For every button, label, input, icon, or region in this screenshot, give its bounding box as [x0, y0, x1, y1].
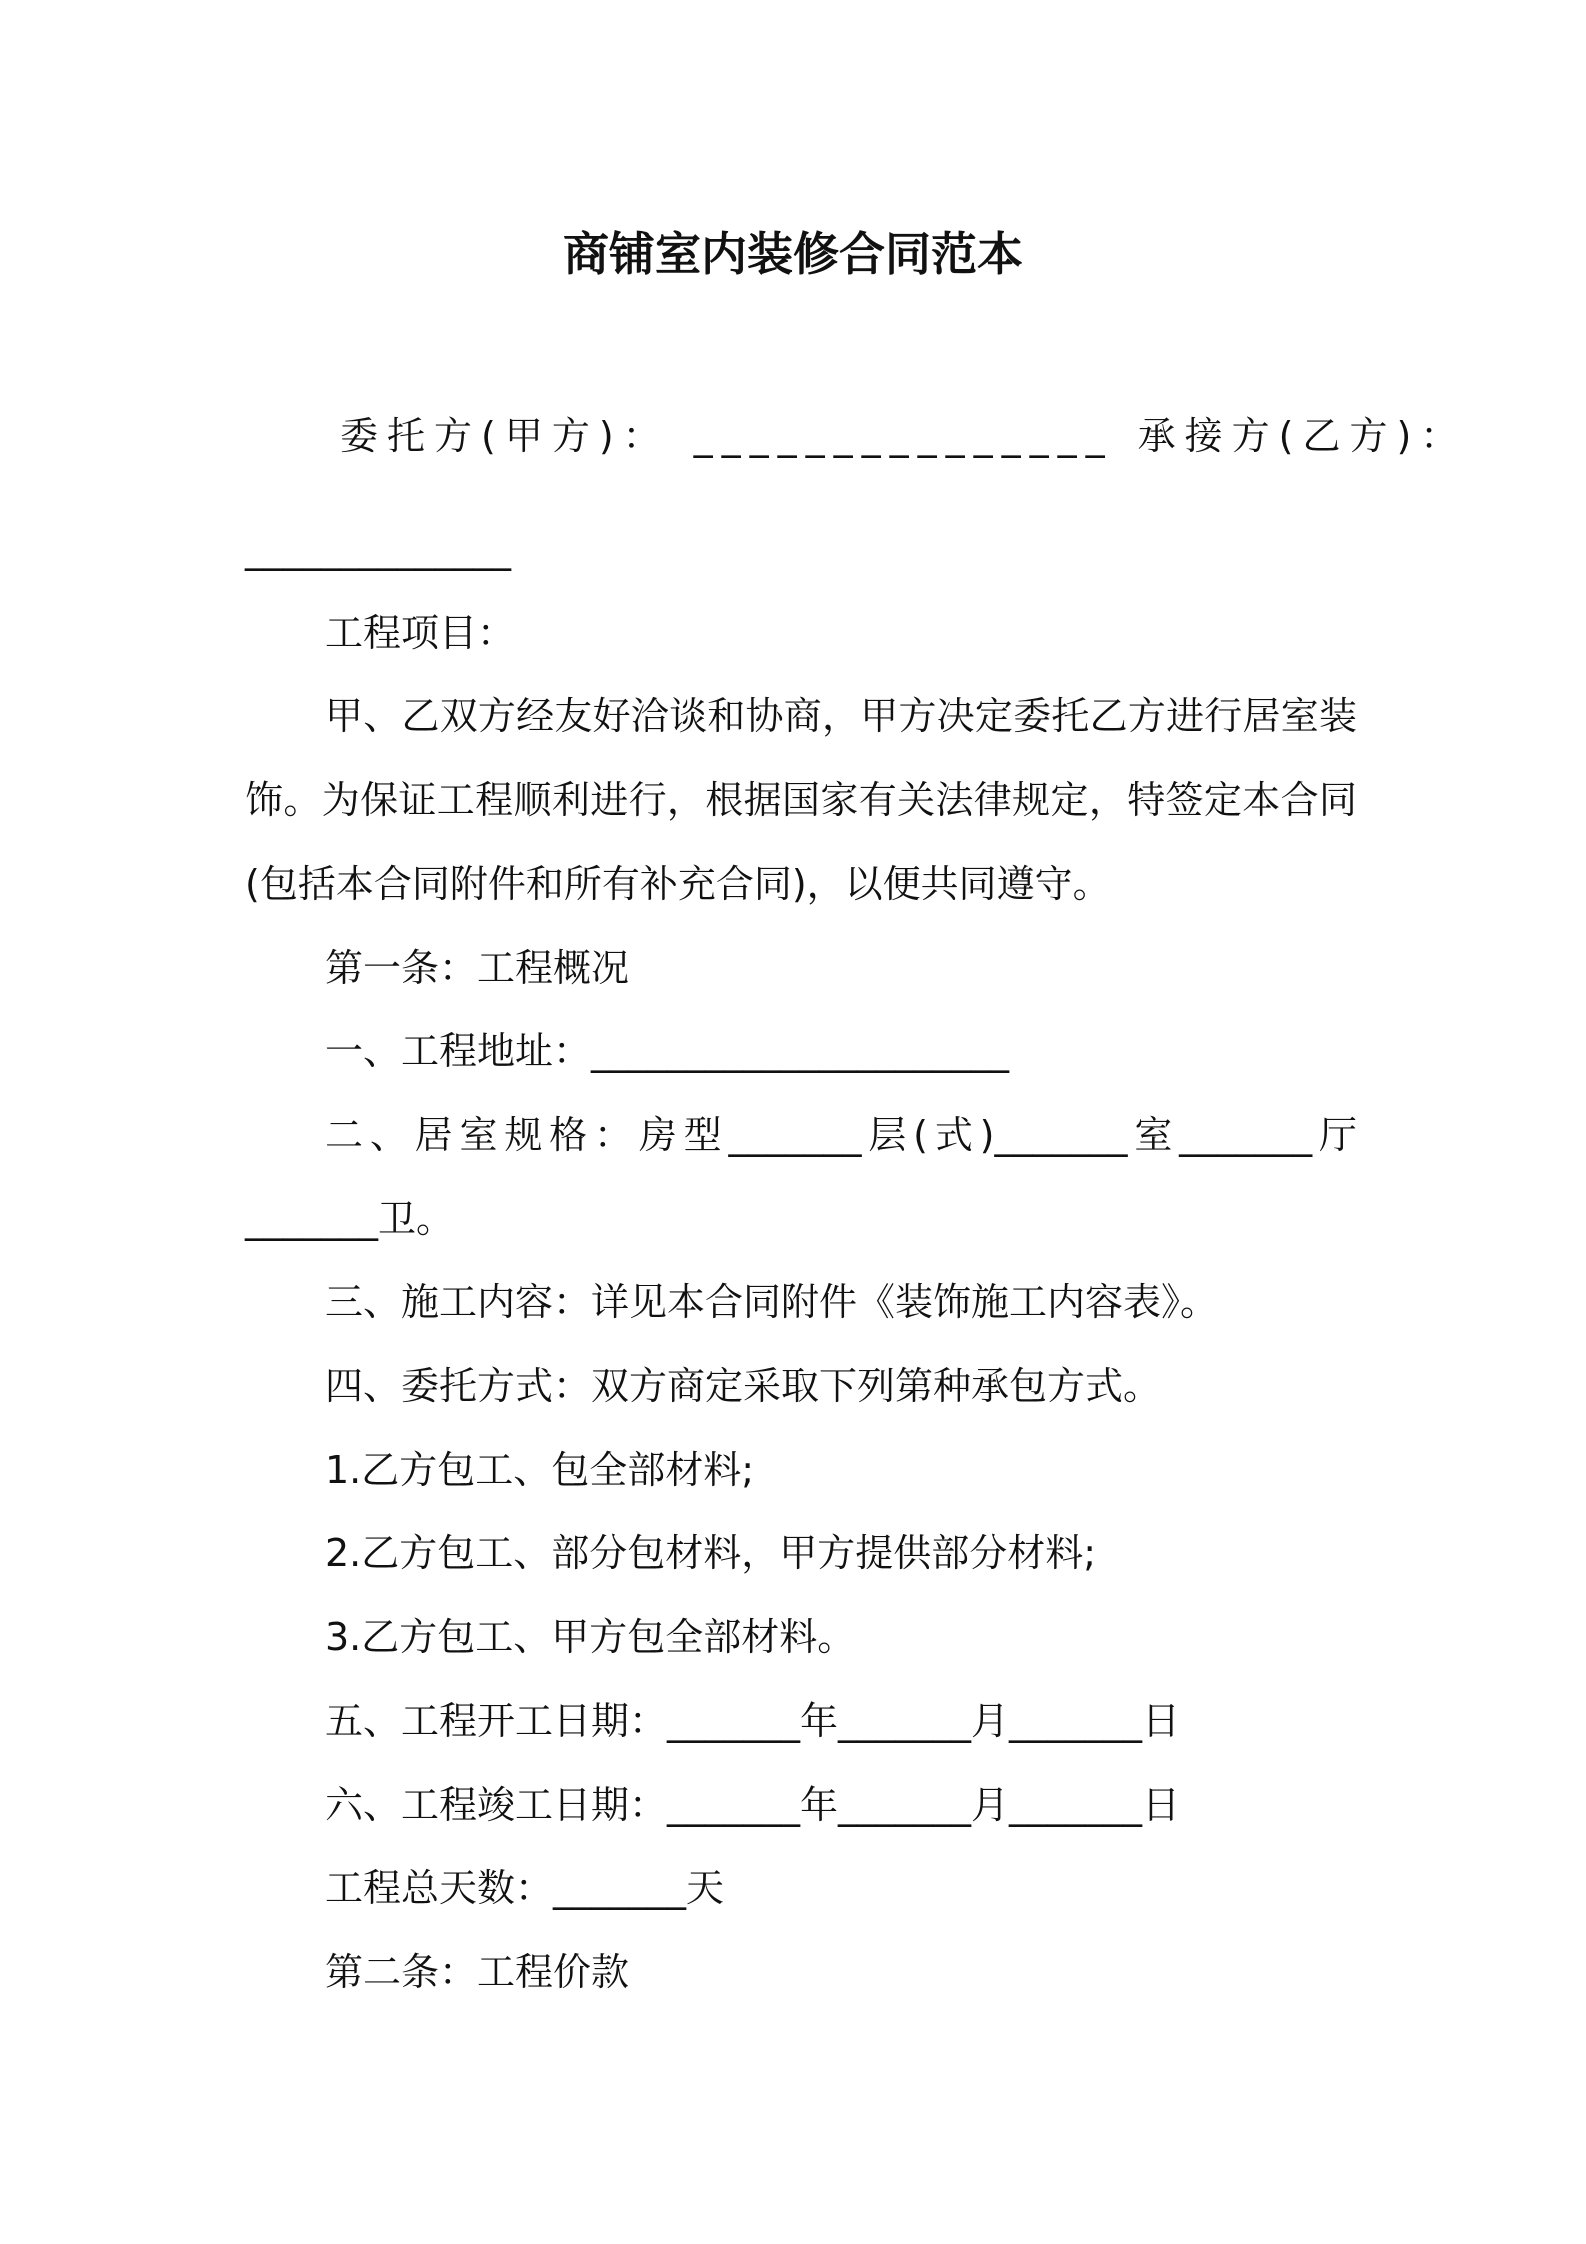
- document-body: [245, 508, 1357, 2015]
- item-total-days: 工程总天数：_______天: [325, 1866, 725, 1911]
- option-3: 3.乙方包工、甲方包全部材料。: [325, 1615, 856, 1660]
- contractor-label: 承接方(乙方)：: [1137, 414, 1468, 458]
- option-2: 2.乙方包工、部分包材料，甲方提供部分材料;: [325, 1531, 1097, 1576]
- document-title: 商铺室内装修合同范本: [563, 227, 1023, 281]
- item-method: 四、委托方式：双方商定采取下列第种承包方式。: [325, 1364, 1162, 1409]
- client-label: 委托方(甲方)：: [340, 414, 670, 458]
- article-2-heading: 第二条：工程价款: [325, 1949, 630, 1994]
- paragraph-project: 工程项目：: [325, 610, 516, 655]
- parties-line: [340, 408, 1468, 464]
- item-room-spec: 二、居室规格：房型_______层(式)_______室_______厅_______卫。: [245, 1112, 1357, 1241]
- paragraph-intro: 甲、乙双方经友好洽谈和协商，甲方决定委托乙方进行居室装饰。为保证工程顺利进行，根据国家有关法律规定，特签定本合同(包括本合同附件和所有补充合同)，以便共同遵守。: [245, 694, 1357, 906]
- item-end-date: 六、工程竣工日期：_______年_______月_______日: [325, 1782, 1181, 1827]
- item-content: 三、施工内容：详见本合同附件《装饰施工内容表》。: [325, 1280, 1219, 1325]
- contractor-blank: ______________: [245, 527, 511, 571]
- item-start-date: 五、工程开工日期：_______年_______月_______日: [325, 1698, 1181, 1743]
- option-1: 1.乙方包工、包全部材料;: [325, 1447, 755, 1492]
- client-blank: _______________: [693, 414, 1114, 458]
- article-1-heading: 第一条：工程概况: [325, 945, 630, 990]
- item-address: 一、工程地址：______________________: [325, 1029, 1010, 1074]
